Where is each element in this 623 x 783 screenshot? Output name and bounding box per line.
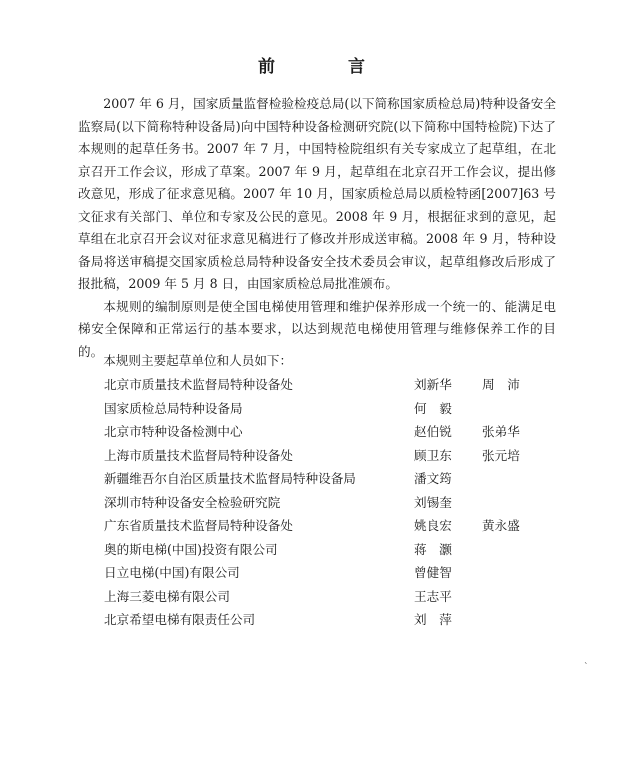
drafter-row [104,608,524,632]
drafter-org: 广东省质量技术监督局特种设备处 [104,518,293,533]
drafters-intro: 本规则主要起草单位和人员如下： [103,353,293,368]
drafter-person: 潘文筠 [414,471,452,486]
drafter-org: 北京市特种设备检测中心 [104,424,243,439]
drafter-org: 上海三菱电梯有限公司 [104,588,230,604]
drafter-person: 曾健智 [414,565,452,580]
drafter-person: 姚良宏 [414,518,452,533]
drafter-org: 北京希望电梯有限责任公司 [104,612,256,627]
stray-mark: ` [584,663,589,673]
drafter-person: 周 沛 [482,377,520,392]
drafter-row [104,444,524,468]
drafter-org: 上海市质量技术监督局特种设备处 [104,447,293,463]
drafter-row [104,491,524,515]
drafter-person: 刘新华 [414,377,452,392]
drafter-row [104,467,524,491]
drafter-org: 北京市质量技术监督局特种设备处 [104,377,293,392]
drafter-row [104,561,524,585]
drafter-person: 赵伯锐 [414,424,452,439]
drafter-person: 刘锡奎 [414,494,452,510]
drafter-org: 日立电梯(中国)有限公司 [104,565,240,580]
drafter-row [104,538,524,562]
preface-body [78,93,556,363]
drafter-person: 蒋 灏 [414,541,452,557]
drafter-person: 刘 萍 [414,612,452,627]
drafter-person: 顾卫东 [414,447,452,463]
drafter-org: 国家质检总局特种设备局 [104,400,243,416]
drafter-row [104,373,524,397]
drafter-row [104,514,524,538]
drafter-person: 王志平 [414,588,452,604]
drafter-person: 张元培 [482,447,520,463]
drafter-row [104,420,524,444]
drafter-org: 深圳市特种设备安全检验研究院 [104,494,281,510]
drafter-person: 黄永盛 [482,518,520,533]
drafter-org: 奥的斯电梯(中国)投资有限公司 [104,541,278,557]
drafter-row [104,585,524,609]
page-title: 前 言 [258,57,393,77]
drafter-row [104,397,524,421]
drafters-list [104,373,524,632]
paragraph-history: 2007 年 6 月，国家质量监督检验检疫总局(以下简称国家质检总局)特种设备安全监察局(以下简称特种设备局)向中国特种设备检测研究院(以下简称中国特检院)下达了本规则的起草任务书。2007 年 7 月，中国特检院组织有关专家成立了起草组，在北京召开工作会议，形成了草案。2007 年 9 月，起草组在北京召开工作会议，提出修改意见，形成了征求意见稿。2007 年 10 月，国家质检总局以质检特函[2007]63 号文征求有关部门、单位和专家及公民的意见。2008 年 9 月，根据征求到的意见，起草组在北京召开会议对征求意见稿进行了修改并形成送审稿。2008 年 9 月，特种设备局将送审稿提交国家质检总局特种设备安全技术委员会审议，起草组修改后形成了报批稿，2009 年 5 月 8 日，由国家质检总局批准颁布。 [78,96,556,291]
drafter-person: 张弟华 [482,424,520,439]
drafter-person: 何 毅 [414,400,452,416]
paragraph-principle: 本规则的编制原则是使全国电梯使用管理和维护保养形成一个统一的、能满足电梯安全保障和正常运行的基本要求，以达到规范电梯使用管理与维修保养工作的目的。 [78,298,556,359]
drafter-org: 新疆维吾尔自治区质量技术监督局特种设备局 [104,471,356,486]
